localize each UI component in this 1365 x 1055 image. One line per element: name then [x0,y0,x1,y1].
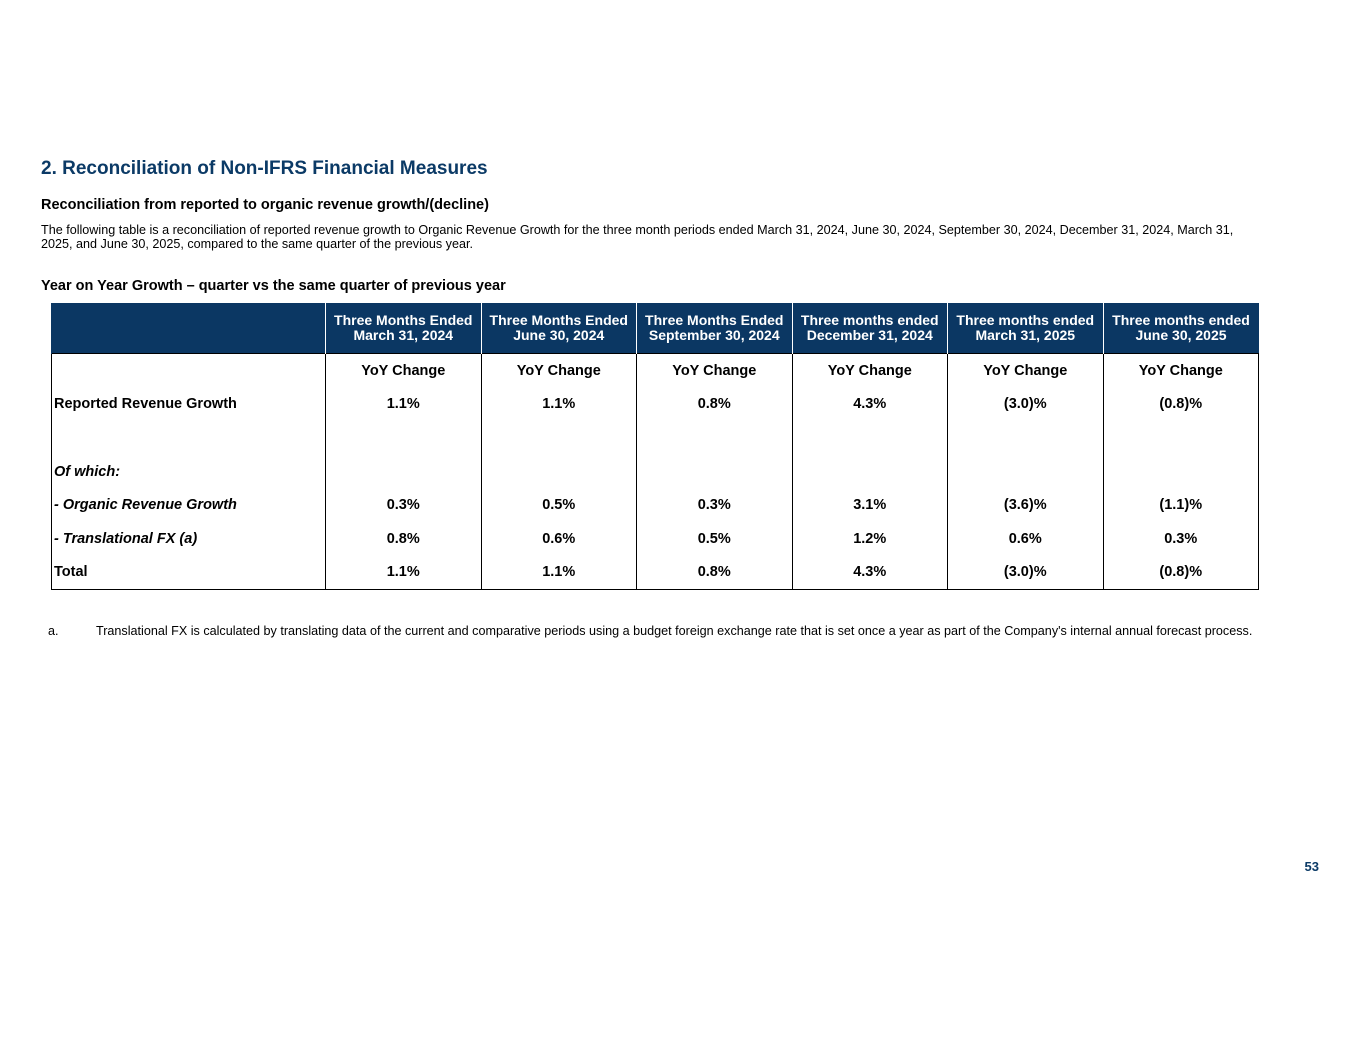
table-cell: (0.8)% [1103,388,1259,422]
table-cell: 0.5% [637,522,793,556]
table-cell: 1.1% [326,556,482,590]
column-header: Three Months Ended March 31, 2024 [326,303,482,354]
column-header: Three months ended March 31, 2025 [948,303,1104,354]
table-cell: 1.1% [326,388,482,422]
column-header: Three months ended June 30, 2025 [1103,303,1259,354]
row-label [52,421,326,455]
column-header: Three months ended December 31, 2024 [792,303,948,354]
table-cell [792,455,948,489]
table-cell: (3.6)% [948,488,1104,522]
table-cell: (0.8)% [1103,556,1259,590]
table-cell [948,421,1104,455]
table-cell: 0.3% [637,488,793,522]
table-cell: 4.3% [792,556,948,590]
row-label: - Translational FX (a) [52,522,326,556]
subheader-cell: YoY Change [948,354,1104,388]
table-row [52,455,1259,489]
table-row [52,388,1259,422]
table-cell [637,455,793,489]
table-cell: 0.6% [481,522,637,556]
row-label: Reported Revenue Growth [52,388,326,422]
table-cell: 1.1% [481,556,637,590]
table-cell: 0.8% [637,388,793,422]
table-cell: 4.3% [792,388,948,422]
footnote-text: Translational FX is calculated by translating data of the current and comparative periods using a budget foreign exchange rate that is set once a year as part of the Company's internal annual forecast process. [96,624,1253,638]
table-cell: (3.0)% [948,388,1104,422]
table-cell [637,421,793,455]
table-cell [1103,421,1259,455]
table-cell: 1.1% [481,388,637,422]
table-cell: 0.5% [481,488,637,522]
table-cell: 0.8% [326,522,482,556]
footnote [48,623,1263,639]
intro-paragraph: The following table is a reconciliation of reported revenue growth to Organic Revenue Growth for the three month periods ended March 31, 2024, June 30, 2024, September 30, 2024, December 31, 2024, March 31, 2025, and June 30, 2025, compared to the same quarter of the previous year. [41,223,1234,251]
table-cell [792,421,948,455]
table-cell: 3.1% [792,488,948,522]
table-cell [326,455,482,489]
table-cell: 0.3% [326,488,482,522]
table-header-row [52,303,1259,354]
reconciliation-table [51,303,1259,590]
table-cell [52,354,326,388]
subtitle: Reconciliation from reported to organic revenue growth/(decline) [41,197,489,213]
row-label: Of which: [52,455,326,489]
table-title: Year on Year Growth – quarter vs the same quarter of previous year [41,278,506,294]
footnote-marker: a. [48,624,59,638]
table-cell [1103,455,1259,489]
page-number: 53 [1304,859,1319,874]
column-header: Three Months Ended September 30, 2024 [637,303,793,354]
table-cell: 0.3% [1103,522,1259,556]
subheader-cell: YoY Change [637,354,793,388]
table-cell: 1.2% [792,522,948,556]
table-cell: 0.8% [637,556,793,590]
header-blank [52,303,326,354]
table-row [52,522,1259,556]
row-label: - Organic Revenue Growth [52,488,326,522]
table-cell [326,421,482,455]
table-cell: (3.0)% [948,556,1104,590]
subheader-cell: YoY Change [481,354,637,388]
table-cell: (1.1)% [1103,488,1259,522]
subheader-cell: YoY Change [326,354,482,388]
subheader-cell: YoY Change [1103,354,1259,388]
table-cell [948,455,1104,489]
table-cell [481,455,637,489]
row-label: Total [52,556,326,590]
table-row [52,488,1259,522]
column-header: Three Months Ended June 30, 2024 [481,303,637,354]
subheader-cell: YoY Change [792,354,948,388]
section-title: 2. Reconciliation of Non-IFRS Financial Measures [41,158,488,179]
table-row [52,421,1259,455]
subheader-row [52,354,1259,388]
table-cell: 0.6% [948,522,1104,556]
table-cell [481,421,637,455]
total-row [52,556,1259,590]
